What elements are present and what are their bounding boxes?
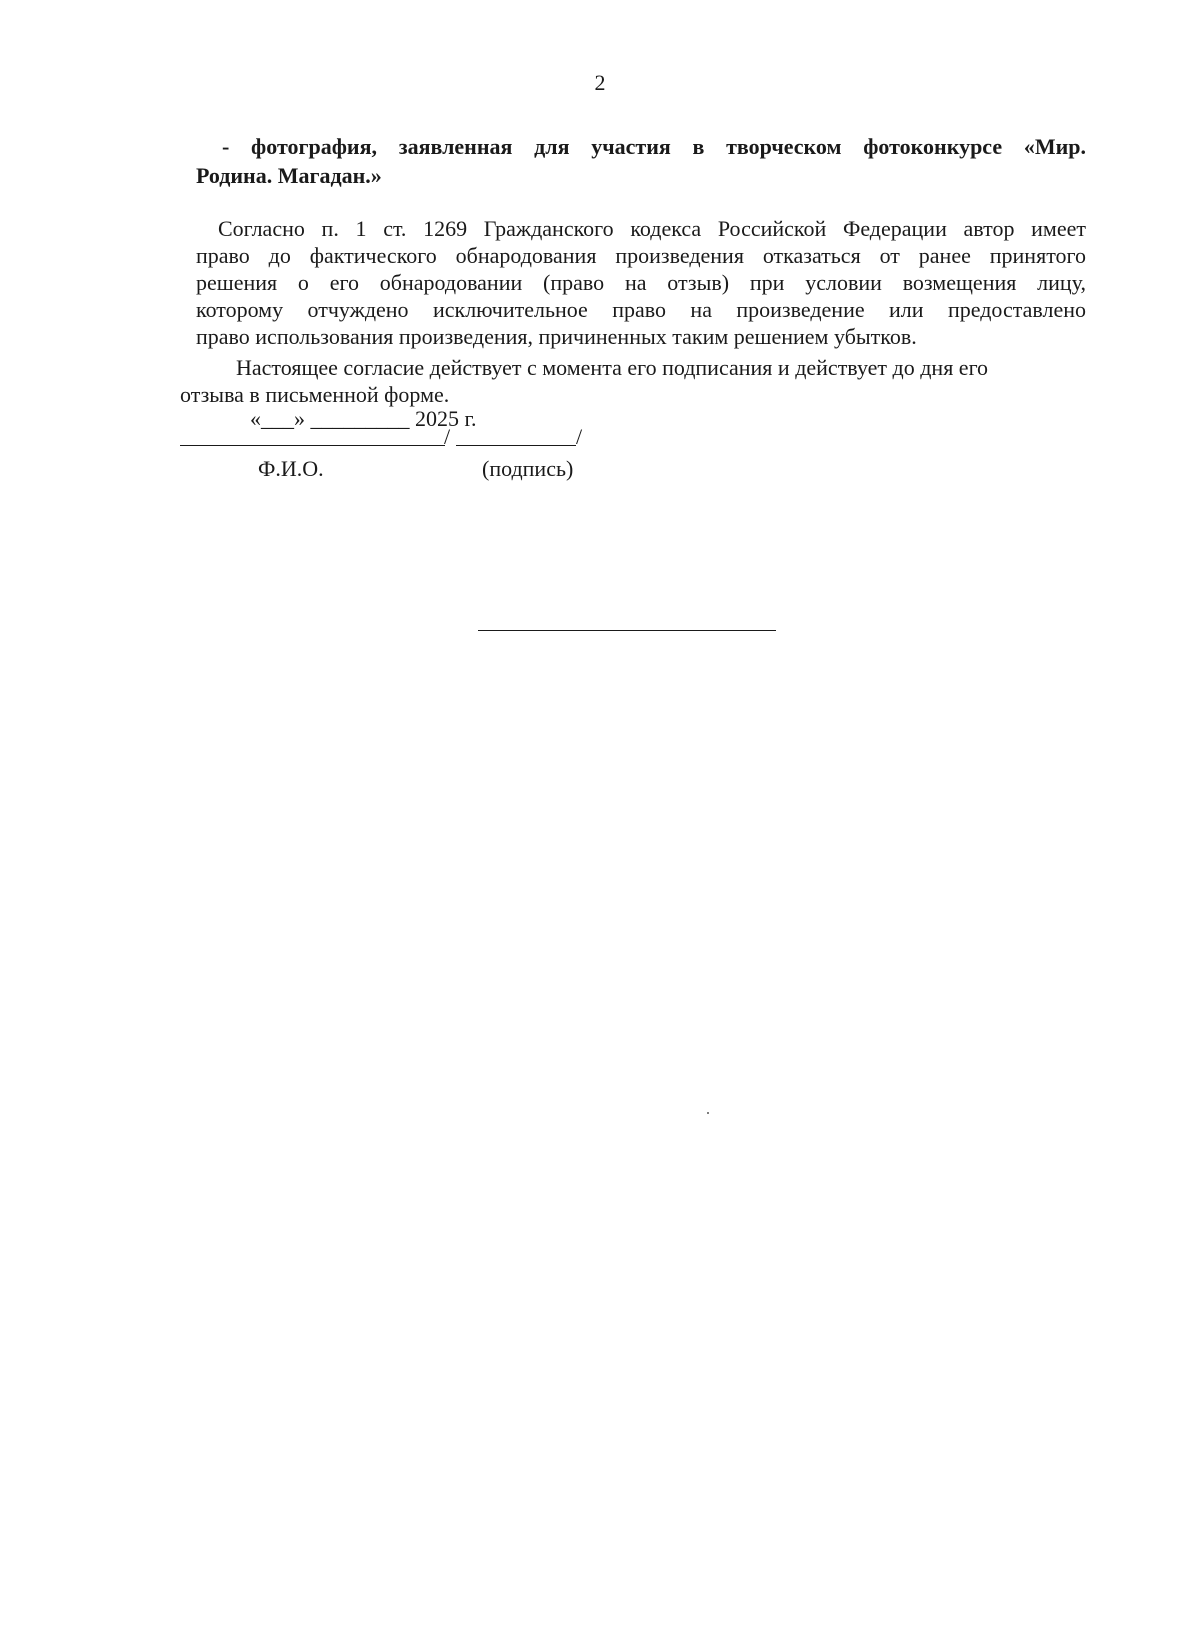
consent-validity-paragraph (180, 354, 1070, 408)
paragraph-line: которому отчуждено исключительное право на произведение или предоставлено (196, 297, 1086, 322)
contest-photo-item-line-2: Родина. Магадан.» (196, 163, 382, 188)
signature-slash: / (576, 424, 583, 449)
paragraph-line: право до фактического обнародования произведения отказаться от ранее принятого (196, 243, 1086, 268)
page-number: 2 (594, 70, 606, 95)
date-line: «___» _________ 2025 г. (250, 406, 477, 431)
fio-blank-underline (180, 445, 445, 446)
signature-line (180, 424, 610, 454)
end-separator-line (478, 630, 776, 631)
contest-photo-item (196, 132, 1086, 190)
paragraph-line: решения о его обнародовании (право на отзыв) при условии возмещения лицу, (196, 270, 1086, 295)
paragraph-line: право использования произведения, причиненных таким решением убытков. (196, 324, 917, 349)
scan-speck (707, 1112, 709, 1114)
paragraph-line: Согласно п. 1 ст. 1269 Гражданского кодекса Российской Федерации автор имеет (218, 216, 1086, 241)
paragraph-line: Настоящее согласие действует с момента его подписания и действует до дня его (236, 355, 989, 380)
signature-blank-underline (456, 445, 576, 446)
fio-label: Ф.И.О. (258, 456, 324, 481)
signature-slash: / (444, 424, 451, 449)
withdrawal-right-paragraph (196, 215, 1086, 350)
contest-photo-item-line-1: - фотография, заявленная для участия в творческом фотоконкурсе «Мир. (222, 134, 1086, 159)
paragraph-line: отзыва в письменной форме. (180, 382, 450, 407)
signature-label: (подпись) (482, 456, 574, 481)
